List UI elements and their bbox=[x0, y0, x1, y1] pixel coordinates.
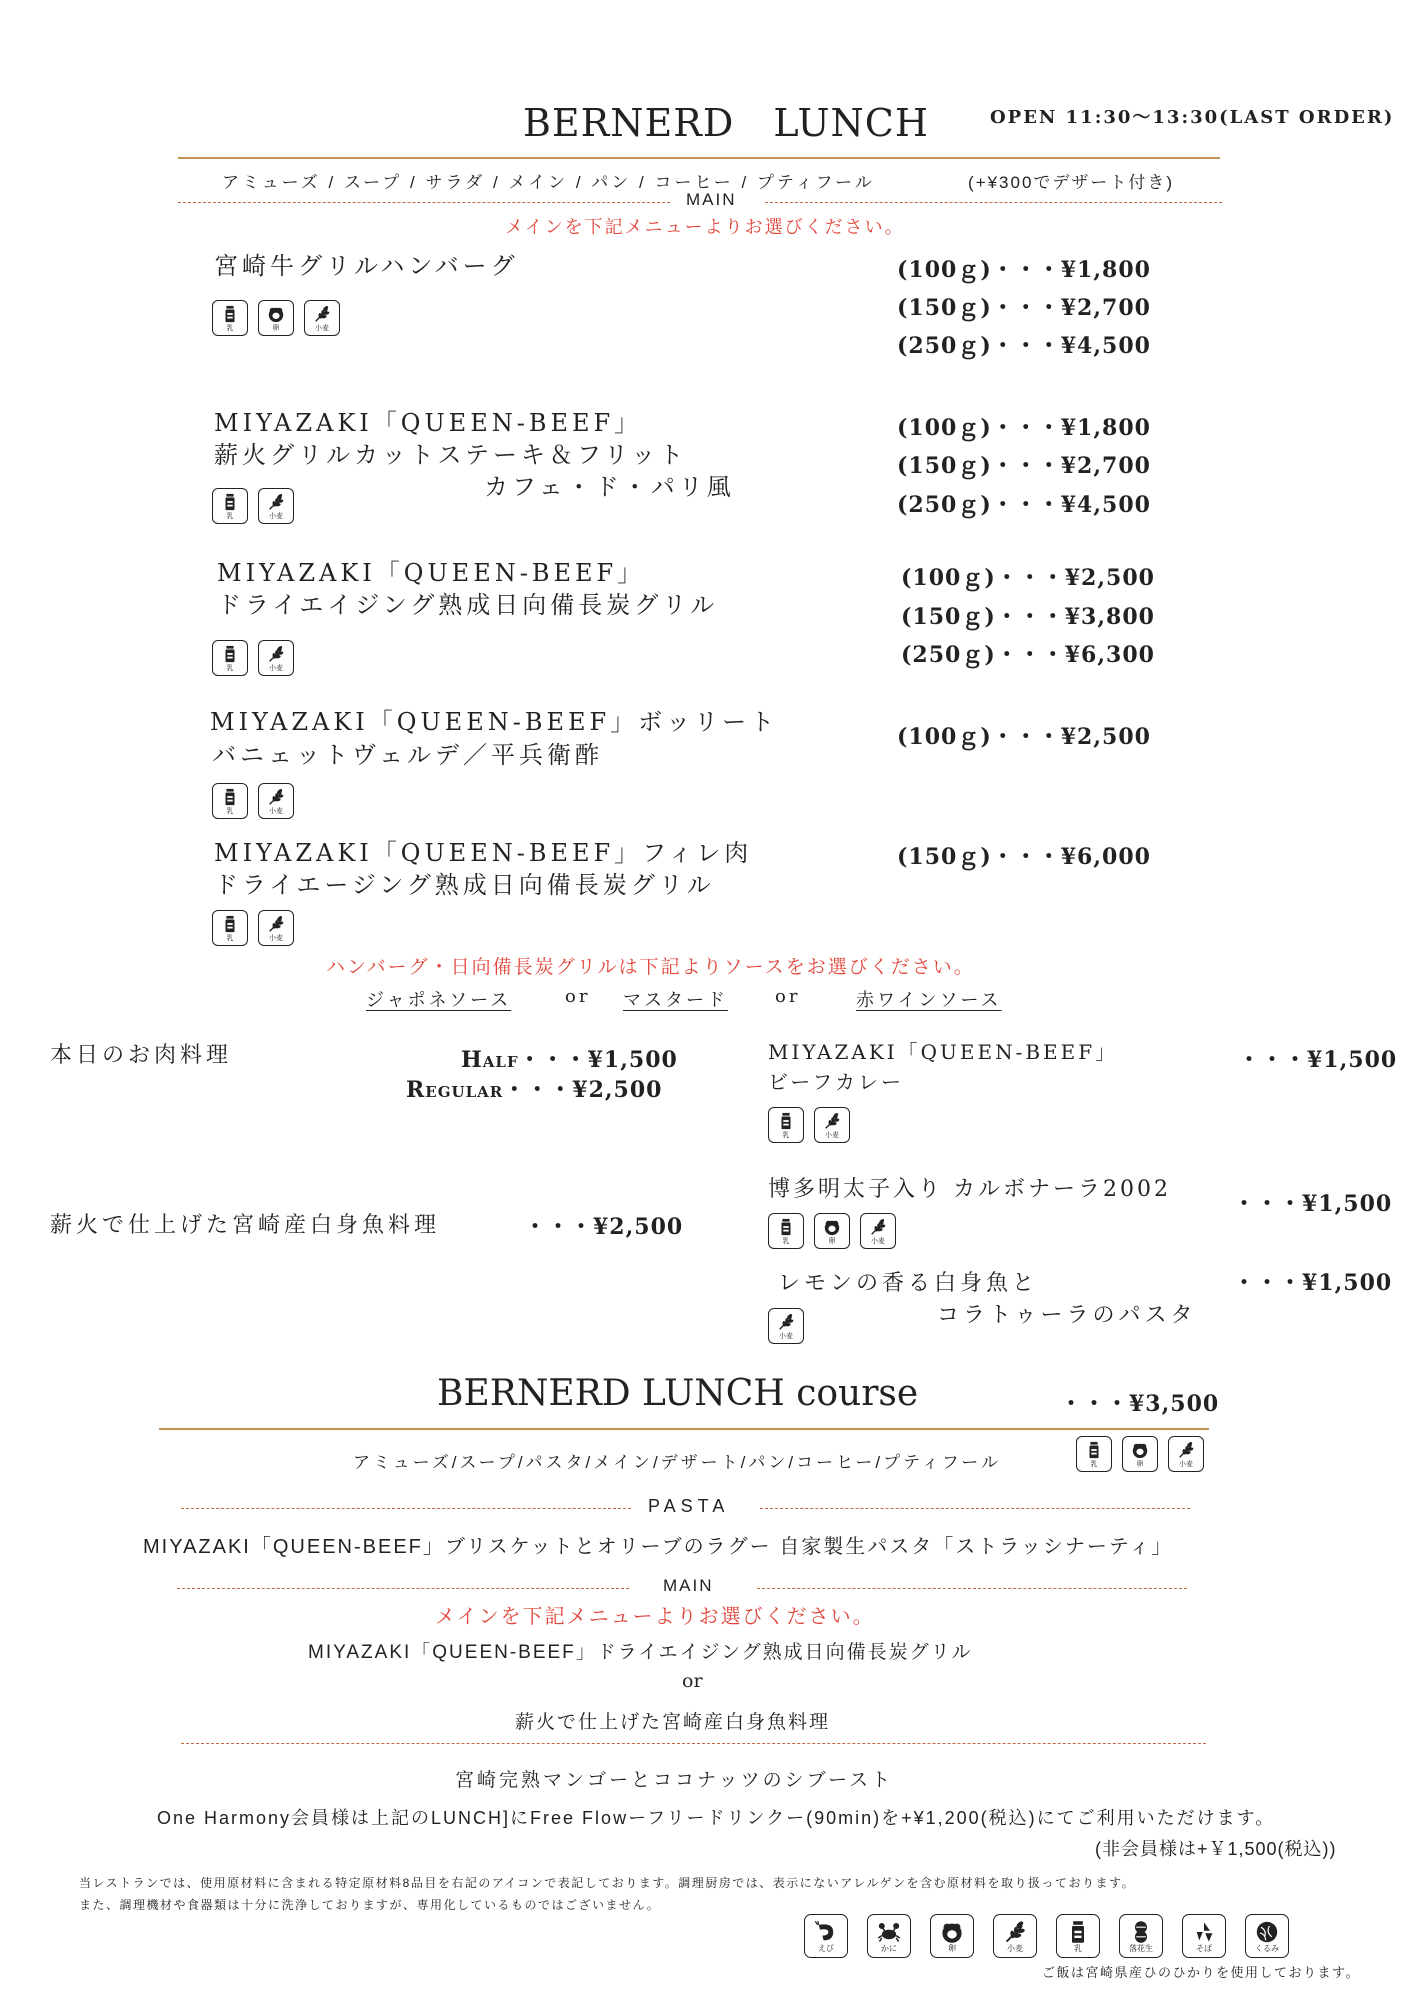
free-flow-nonmember: (非会員様は+￥1,500(税込)) bbox=[1095, 1839, 1337, 1859]
egg-icon: 卵 bbox=[814, 1213, 850, 1249]
main-3-allergens bbox=[212, 640, 294, 676]
main-label: MAIN bbox=[686, 190, 737, 209]
curry-name-line1: MIYAZAKI「QUEEN-BEEF」 bbox=[768, 1040, 1119, 1064]
daily-meat-half-price: Half・・・¥1,500 bbox=[461, 1047, 678, 1073]
milk-icon: 乳 bbox=[1056, 1914, 1100, 1958]
main-5-name-line1: MIYAZAKI「QUEEN-BEEF」フィレ肉 bbox=[214, 839, 753, 867]
milk-icon: 乳 bbox=[1076, 1436, 1112, 1472]
pasta-divider-right bbox=[760, 1508, 1190, 1509]
daily-meat-name: 本日のお肉料理 bbox=[50, 1043, 233, 1068]
course-dessert: 宮崎完熟マンゴーとココナッツのシブースト bbox=[455, 1770, 894, 1791]
curry-price: ・・・¥1,500 bbox=[1238, 1047, 1398, 1073]
allergen-legend bbox=[804, 1914, 1289, 1958]
lemon-pasta-price: ・・・¥1,500 bbox=[1233, 1270, 1393, 1296]
divider-left bbox=[178, 202, 670, 203]
main-divider-left bbox=[177, 1588, 629, 1589]
lunch-course-items: アミューズ / スープ / サラダ / メイン / パン / コーヒー / プティフール bbox=[222, 173, 875, 192]
main-5-price-150g: (150ｇ)・・・¥6,000 bbox=[897, 844, 1151, 870]
milk-icon: 乳 bbox=[212, 640, 248, 676]
main-1-price-250g: (250ｇ)・・・¥4,500 bbox=[897, 333, 1151, 359]
carbonara-allergens bbox=[768, 1213, 896, 1249]
main-3-name-line2: ドライエイジング熟成日向備長炭グリル bbox=[217, 591, 719, 619]
main-2-price-100g: (100ｇ)・・・¥1,800 bbox=[897, 415, 1151, 441]
opening-hours: OPEN 11:30〜13:30(LAST ORDER) bbox=[990, 107, 1395, 128]
header-rule bbox=[178, 157, 1220, 159]
milk-icon: 乳 bbox=[212, 488, 248, 524]
fish-dish-name: 薪火で仕上げた宮崎産白身魚料理 bbox=[50, 1213, 441, 1238]
main-3-price-150g: (150ｇ)・・・¥3,800 bbox=[901, 604, 1155, 630]
main-2-name-line1: MIYAZAKI「QUEEN-BEEF」 bbox=[214, 409, 643, 437]
milk-icon: 乳 bbox=[768, 1107, 804, 1143]
main-1-price-100g: (100ｇ)・・・¥1,800 bbox=[897, 257, 1151, 283]
milk-icon: 乳 bbox=[768, 1213, 804, 1249]
shrimp-icon: えび bbox=[804, 1914, 848, 1958]
main-1-name: 宮崎牛グリルハンバーグ bbox=[214, 252, 519, 280]
wheat-icon: 小麦 bbox=[768, 1308, 804, 1344]
main-3-price-100g: (100ｇ)・・・¥2,500 bbox=[901, 565, 1155, 591]
main-3-name-line1: MIYAZAKI「QUEEN-BEEF」 bbox=[217, 559, 646, 587]
sauce-option-mustard: マスタード bbox=[623, 990, 728, 1010]
main-5-allergens bbox=[212, 910, 294, 946]
milk-icon: 乳 bbox=[212, 300, 248, 336]
carbonara-price: ・・・¥1,500 bbox=[1233, 1191, 1393, 1217]
main-2-name-line2: 薪火グリルカットステーキ＆フリット bbox=[214, 441, 688, 469]
course-pasta: MIYAZAKI「QUEEN-BEEF」ブリスケットとオリーブのラグー 自家製生パスタ「ストラッシナーティ」 bbox=[143, 1536, 1174, 1558]
main-4-allergens bbox=[212, 783, 294, 819]
free-flow-note: One Harmony会員様は上記のLUNCH]にFree Flowーフリードリンクー(90min)を+¥1,200(税込)にてご利用いただけます。 bbox=[157, 1808, 1276, 1828]
main-2-price-150g: (150ｇ)・・・¥2,700 bbox=[897, 453, 1151, 479]
course-main-label: MAIN bbox=[663, 1576, 714, 1595]
milk-icon: 乳 bbox=[212, 910, 248, 946]
egg-icon: 卵 bbox=[258, 300, 294, 336]
main-2-name-line3: カフェ・ド・パリ風 bbox=[484, 473, 735, 501]
allergen-note-1: 当レストランでは、使用原材料に含まれる特定原材料8品目を右記のアイコンで表記しております。調理厨房では、表示にないアレルゲンを含む原材料を取り扱っております。 bbox=[79, 1876, 1136, 1890]
egg-icon: 卵 bbox=[930, 1914, 974, 1958]
sauce-option-red-wine: 赤ワインソース bbox=[856, 990, 1002, 1010]
course-rule bbox=[159, 1428, 1209, 1430]
allergen-note-2: また、調理機材や食器類は十分に洗浄しておりますが、専用化しているものではございません。 bbox=[79, 1898, 661, 1912]
rice-note: ご飯は宮崎県産ひのひかりを使用しております。 bbox=[1042, 1965, 1360, 1980]
main-choose-note: メインを下記メニューよりお選びください。 bbox=[505, 217, 905, 237]
lemon-pasta-name-line1: レモンの香る白身魚と bbox=[778, 1271, 1039, 1296]
page-title: BERNERD LUNCH bbox=[523, 101, 929, 145]
walnut-icon: くるみ bbox=[1245, 1914, 1289, 1958]
lemon-pasta-allergens bbox=[768, 1308, 804, 1344]
carbonara-name: 博多明太子入り カルボナーラ2002 bbox=[768, 1177, 1171, 1202]
wheat-icon: 小麦 bbox=[258, 783, 294, 819]
sauce-or-2: or bbox=[775, 986, 801, 1007]
sauce-note: ハンバーグ・日向備長炭グリルは下記よりソースをお選びください。 bbox=[326, 957, 975, 978]
dessert-divider bbox=[181, 1743, 1206, 1744]
course-choose-note: メインを下記メニューよりお選びください。 bbox=[435, 1606, 875, 1628]
lemon-pasta-name-line2: コラトゥーラのパスタ bbox=[937, 1303, 1197, 1328]
main-4-price-100g: (100ｇ)・・・¥2,500 bbox=[897, 724, 1151, 750]
wheat-icon: 小麦 bbox=[1168, 1436, 1204, 1472]
main-2-price-250g: (250ｇ)・・・¥4,500 bbox=[897, 492, 1151, 518]
course-main-2: 薪火で仕上げた宮崎産白身魚料理 bbox=[515, 1712, 831, 1733]
wheat-icon: 小麦 bbox=[860, 1213, 896, 1249]
peanut-icon: 落花生 bbox=[1119, 1914, 1163, 1958]
main-4-name-line1: MIYAZAKI「QUEEN-BEEF」ボッリート bbox=[210, 708, 779, 736]
main-4-name-line2: バニェットヴェルデ／平兵衛酢 bbox=[212, 741, 604, 769]
course-title: BERNERD LUNCH course bbox=[437, 1373, 919, 1414]
milk-icon: 乳 bbox=[212, 783, 248, 819]
buckwheat-icon: そば bbox=[1182, 1914, 1226, 1958]
course-allergens bbox=[1076, 1436, 1204, 1472]
sauce-option-japone: ジャポネソース bbox=[366, 990, 512, 1010]
wheat-icon: 小麦 bbox=[993, 1914, 1037, 1958]
main-1-allergens bbox=[212, 300, 340, 336]
daily-meat-regular-price: Regular・・・¥2,500 bbox=[406, 1077, 663, 1103]
fish-dish-price: ・・・¥2,500 bbox=[524, 1214, 684, 1240]
divider-right bbox=[765, 202, 1222, 203]
main-3-price-250g: (250ｇ)・・・¥6,300 bbox=[901, 642, 1155, 668]
egg-icon: 卵 bbox=[1122, 1436, 1158, 1472]
course-items: アミューズ/スープ/パスタ/メイン/デザート/パン/コーヒー/プティフール bbox=[353, 1453, 1001, 1472]
pasta-divider-left bbox=[181, 1508, 631, 1509]
wheat-icon: 小麦 bbox=[304, 300, 340, 336]
main-2-allergens bbox=[212, 488, 294, 524]
crab-icon: かに bbox=[867, 1914, 911, 1958]
course-price: ・・・¥3,500 bbox=[1060, 1391, 1220, 1417]
main-divider-right bbox=[757, 1588, 1187, 1589]
curry-name-line2: ビーフカレー bbox=[768, 1070, 904, 1094]
dessert-option: (+¥300でデザート付き) bbox=[968, 173, 1175, 192]
curry-allergens bbox=[768, 1107, 850, 1143]
pasta-label: PASTA bbox=[648, 1496, 730, 1516]
wheat-icon: 小麦 bbox=[258, 640, 294, 676]
wheat-icon: 小麦 bbox=[258, 488, 294, 524]
sauce-or-1: or bbox=[565, 986, 591, 1007]
main-1-price-150g: (150ｇ)・・・¥2,700 bbox=[897, 295, 1151, 321]
wheat-icon: 小麦 bbox=[814, 1107, 850, 1143]
wheat-icon: 小麦 bbox=[258, 910, 294, 946]
course-main-or: or bbox=[682, 1670, 703, 1692]
main-5-name-line2: ドライエージング熟成日向備長炭グリル bbox=[214, 871, 715, 899]
course-main-1: MIYAZAKI「QUEEN-BEEF」ドライエイジング熟成日向備長炭グリル bbox=[308, 1642, 973, 1663]
